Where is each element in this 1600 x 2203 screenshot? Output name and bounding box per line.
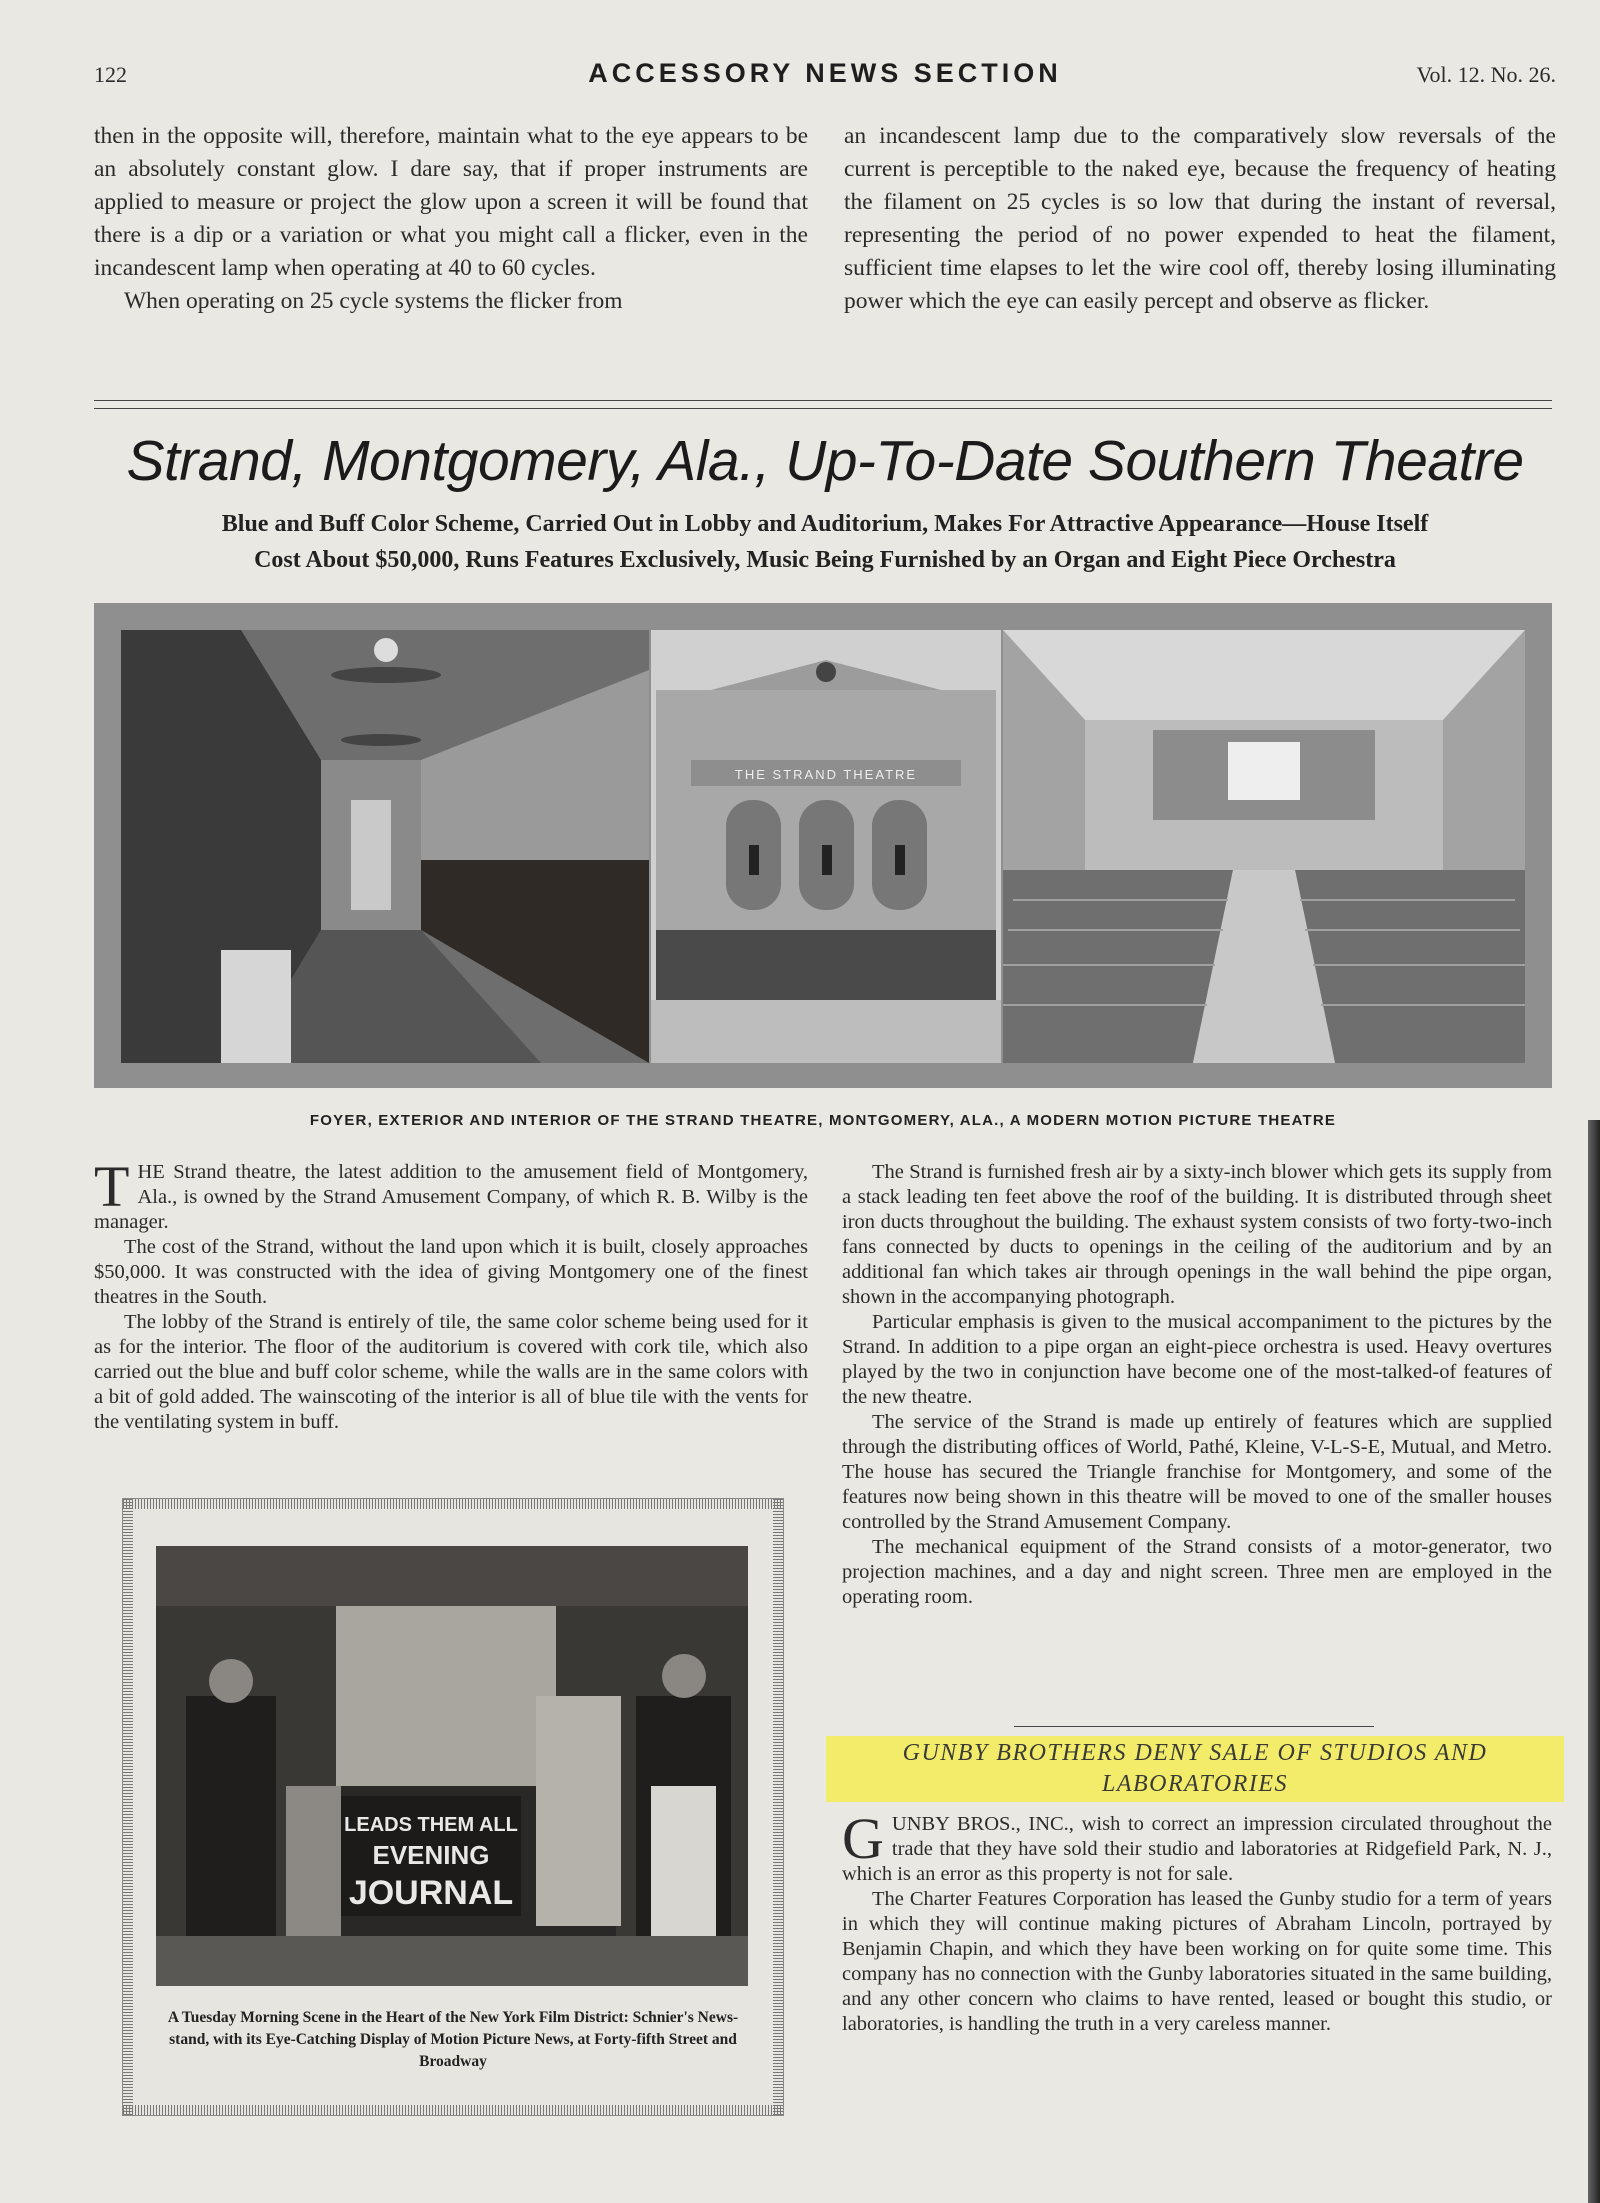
strand-right-paragraph-2: Particular emphasis is given to the musical accompaniment to the pictures by the Strand. In addition to a pipe organ an eight-piece orchestra is used. Heavy overtures played by the two in conjunction have become one of the most-talked-of features of the new theatre. [842, 1311, 1552, 1408]
newsstand-caption: A Tuesday Morning Scene in the Heart of the New York Film District: Schnier's News-stand, with its Eye-Catching Display of Motion Picture News, at Forty-fifth Street and Broadway [167, 2009, 739, 2070]
page-number: 122 [94, 62, 127, 87]
interior-photo [1003, 630, 1525, 1063]
top-article-right-text: an incandescent lamp due to the comparatively slow reversals of the current is perceptible to the naked eye, because the frequency of heating the filament on 25 cycles is so low that during the instant of reversal, representing the period of no power expended to heat the filament, sufficient time elapses to let the wire cool off, thereby losing illuminating power which the eye can easily percept and observe as flicker. [844, 123, 1556, 314]
strand-article-right-column [842, 1160, 1552, 1610]
gunby-paragraph-1 [842, 1806, 1552, 1887]
page-binding-edge [1588, 1120, 1600, 2203]
gunby-headline: GUNBY BROTHERS DENY SALE OF STUDIOS AND LABORATORIES [902, 1740, 1488, 1797]
top-article-left-column [94, 120, 808, 318]
section-divider-2 [94, 408, 1552, 409]
strand-right-paragraph-1: The Strand is furnished fresh air by a sixty-inch blower which gets its supply from a stack leading ten feet above the roof of the building. It is distributed through sheet iron ducts throughout the building. The exhaust system consists of two forty-two-inch fans connected by ducts to openings in the ceiling of the auditorium and by an additional fan which takes air through openings in the wall behind the pipe organ, shown in the accompanying photograph. [842, 1161, 1552, 1308]
gunby-dropcap: G [842, 1806, 884, 1871]
inset-border-bottom [123, 2105, 783, 2115]
strand-dropcap: T [94, 1154, 130, 1219]
strand-deck-line-1: Blue and Buff Color Scheme, Carried Out in Lobby and Auditorium, Makes For Attractive Appearance—House Itself [221, 511, 1429, 537]
gunby-article [842, 1806, 1552, 2037]
volume-number: Vol. 12. No. 26. [1416, 62, 1556, 87]
top-article-left-text: then in the opposite will, therefore, maintain what to the eye appears to be an absolutely constant glow. I dare say, that if proper instruments are applied to measure or project the glow upon a screen it will be found that there is a dip or a variation or what you might call a flicker, even in the incandescent lamp when operating at 40 to 60 cycles. [94, 123, 808, 281]
strand-paragraph-1 [94, 1154, 808, 1235]
page-header [94, 58, 1556, 98]
newsstand-photo [156, 1546, 748, 1986]
gunby-headline-highlight [826, 1736, 1564, 1802]
strand-deck [94, 506, 1556, 578]
gunby-divider [1014, 1726, 1374, 1727]
strand-paragraph-2: The cost of the Strand, without the land upon which it is built, closely approaches $50,000. It was constructed with the idea of giving Montgomery one of the finest theatres in the South. [94, 1236, 808, 1308]
top-article-right-column [844, 120, 1556, 318]
strand-paragraph-3: The lobby of the Strand is entirely of tile, the same color scheme being used for it as for the interior. The floor of the auditorium is covered with cork tile, which also carried out the blue and buff color scheme, while the walls are in the same colors with a bit of gold added. The wainscoting of the interior is all of blue tile with the vents for the ventilating system in buff. [94, 1311, 808, 1433]
theatre-photo-strip [94, 603, 1552, 1088]
photo-strip-caption: FOYER, EXTERIOR AND INTERIOR OF THE STRAND THEATRE, MONTGOMERY, ALA., A MODERN MOTION PICTURE THEATRE [309, 1112, 1337, 1129]
strand-right-paragraph-4: The mechanical equipment of the Strand consists of a motor-generator, two projection machines, and a day and night screen. Three men are employed in the operating room. [842, 1536, 1552, 1608]
inset-border-left [123, 1499, 133, 2115]
newsstand-inset [122, 1498, 784, 2116]
strand-right-paragraph-3: The service of the Strand is made up entirely of features which are supplied through the distributing offices of World, Pathé, Kleine, V-L-S-E, Mutual, and Metro. The house has secured the Triangle franchise for Montgomery, and some of the features now being shown in this theatre will be moved to one of the smaller houses controlled by the Strand Amusement Company. [842, 1411, 1552, 1533]
exterior-photo [651, 630, 1001, 1063]
foyer-photo [121, 630, 649, 1063]
strand-deck-line-2: Cost About $50,000, Runs Features Exclusively, Music Being Furnished by an Organ and Eight Piece Orchestra [254, 547, 1396, 573]
strand-article-left-column [94, 1154, 808, 1435]
section-title: ACCESSORY NEWS SECTION [588, 58, 1062, 88]
section-divider [94, 400, 1552, 401]
gunby-paragraph-2: The Charter Features Corporation has leased the Gunby studio for a term of years in which they will continue making pictures of Abraham Lincoln, portrayed by Benjamin Chapin, and which they have been working on for quite some time. This company has no connection with the Gunby laboratories situated in the same building, and any other concern who claims to have rented, leased or bought this studio, or laboratories, is handling the truth in a very careless manner. [842, 1888, 1552, 2035]
gunby-paragraph-1-text: UNBY BROS., INC., wish to correct an impression circulated throughout the trade that they have sold their studio and laboratories at Ridgefield Park, N. J., which is an error as this property is not for sale. [842, 1813, 1552, 1885]
sign-journal: JOURNAL [348, 1874, 514, 1912]
inset-border-top [123, 1499, 783, 1509]
sign-evening: EVENING [372, 1840, 490, 1870]
strand-headline: Strand, Montgomery, Ala., Up-To-Date Southern Theatre [126, 429, 1524, 493]
inset-border-right [773, 1499, 783, 2115]
sign-leads-them-all: LEADS THEM ALL [344, 1814, 518, 1836]
top-article-left-text-2: When operating on 25 cycle systems the flicker from [124, 288, 623, 314]
strand-paragraph-1-text: HE Strand theatre, the latest addition to the amusement field of Montgomery, Ala., is owned by the Strand Amusement Company, of which R. B. Wilby is the manager. [94, 1161, 808, 1233]
strand-sign-text: THE STRAND THEATRE [734, 767, 918, 782]
